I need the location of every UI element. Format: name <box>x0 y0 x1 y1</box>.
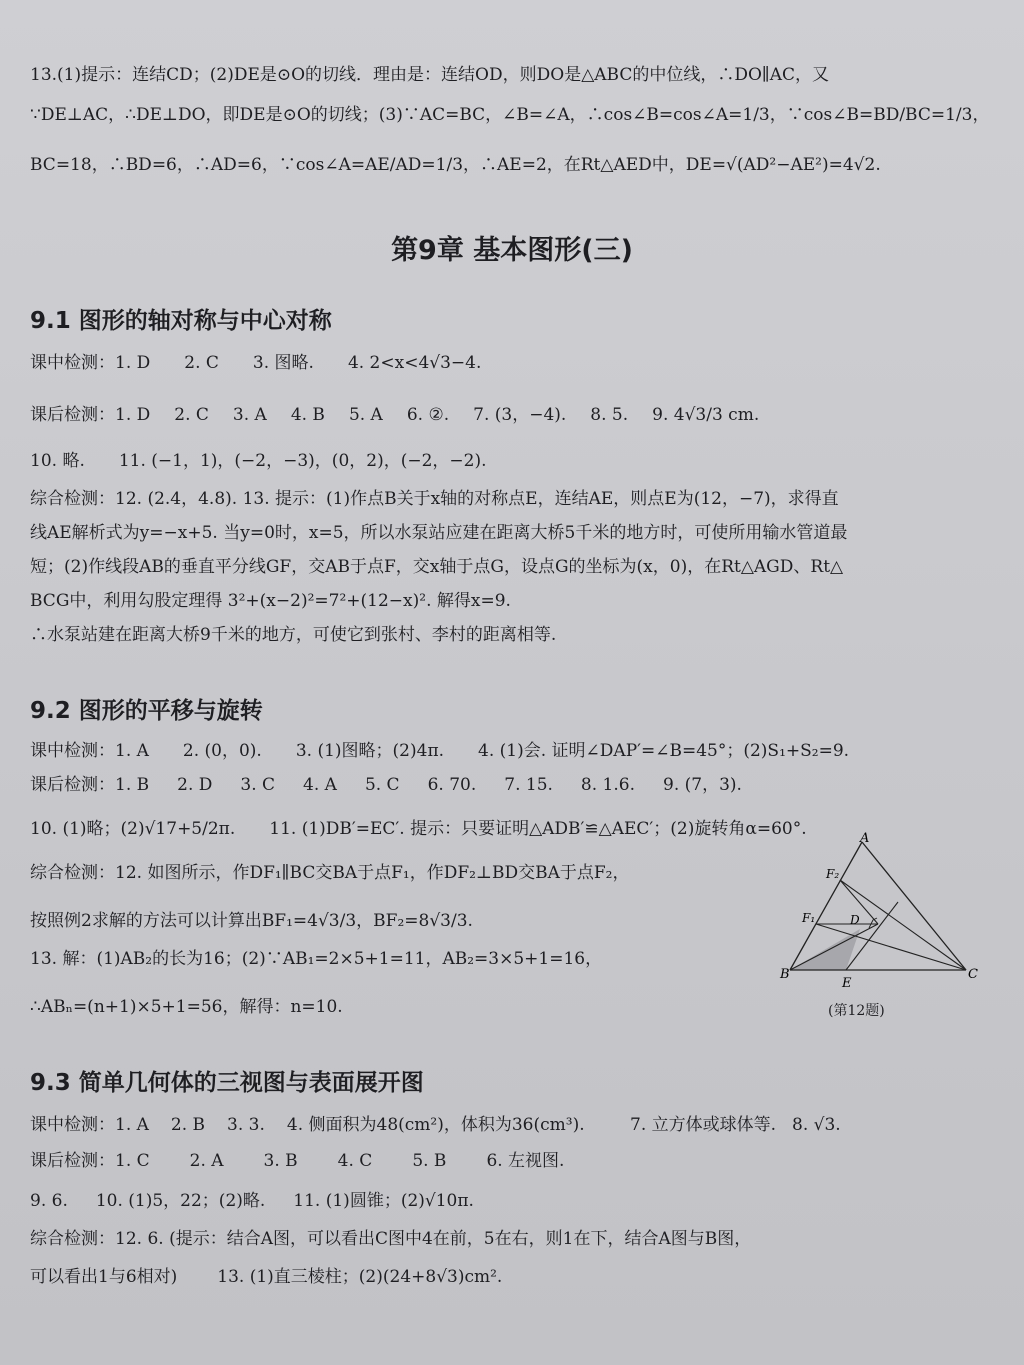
answer-item: 13. (1)直三棱柱；(2)(24+8√3)cm². <box>217 1267 503 1287</box>
answer-item: 2. A <box>189 1151 224 1171</box>
s92-comprehensive-line3: 13. 解：(1)AB₂的长为16；(2)∵AB₁=2×5+1=11，AB₂=3×5+1=16， <box>30 949 603 969</box>
answer-text: 综合检测：12. 6. (提示：结合A图，可以看出C图中4在前，5在右 <box>30 1229 529 1249</box>
answer-item: 3. (1)图略；(2)4π. <box>295 741 445 761</box>
segment-ac <box>862 842 966 970</box>
s92-comprehensive-line2: 按照例2求解的方法可以计算出BF₁=4√3/3，BF₂=8√3/3. <box>30 911 473 931</box>
s91-comprehensive-line3: 短；(2)作线段AB的垂直平分线GF，交AB于点F，交x轴于点G，设点G的坐标为(x，0)，在Rt△AGD、Rt△ <box>30 557 844 577</box>
answer-item: 10. (1)5，22；(2)略. <box>95 1191 266 1211</box>
answer-item: 5. A <box>348 405 383 425</box>
triangle-diagram <box>778 832 983 992</box>
s91-comprehensive-line4: BCG中，利用勾股定理得 3²+(x−2)²=7²+(12−x)². 解得x=9. <box>30 591 511 611</box>
answer-item: 3. 图略. <box>252 353 314 373</box>
answer-item: 课中检测：1. A <box>30 741 149 761</box>
s92-line-10 <box>30 814 807 839</box>
answer-item: 5. B <box>412 1151 447 1171</box>
s91-after-class-check <box>30 400 759 425</box>
answer-item: 6. 70. <box>427 775 477 795</box>
answer-item: 课后检测：1. B <box>30 775 150 795</box>
s93-comprehensive-line1 <box>30 1224 751 1249</box>
answer-item: 课中检测：1. A <box>30 1115 149 1135</box>
answer-item: 8. 1.6. <box>580 775 635 795</box>
answer-item: 3. 3. <box>227 1115 265 1135</box>
s93-comprehensive-line2 <box>30 1262 502 1287</box>
answer-text: ，则1在下，结合A图与B图， <box>528 1229 752 1249</box>
answer-item: 9. (7，3). <box>663 775 742 795</box>
answer-item: 9. 4√3/3 cm. <box>652 405 760 425</box>
answer-item: 课后检测：1. C <box>30 1151 150 1171</box>
section-9-2-title: 9.2 图形的平移与旋转 <box>30 698 263 724</box>
answer-item: 11. (−1，1)，(−2，−3)，(0，2)，(−2，−2). <box>118 451 487 471</box>
label-c: C <box>968 967 978 982</box>
answer-item: 7. 15. <box>504 775 553 795</box>
answer-item: 4. 侧面积为48(cm²)，体积为36(cm³). <box>286 1115 585 1135</box>
s93-classroom-check <box>30 1110 607 1135</box>
answer-item: 6. ②. <box>406 405 450 425</box>
answer-item: 7. (3，−4). <box>473 405 567 425</box>
answer-item: 8. √3. <box>792 1115 841 1135</box>
answer-item: 3. B <box>263 1151 298 1171</box>
figure-caption: (第12题) <box>828 1003 885 1019</box>
answer-item: 4. 2<x<4√3−4. <box>347 353 482 373</box>
answer-13-line1: 13.(1)提示：连结CD；(2)DE是⊙O的切线．理由是：连结OD，则DO是△ABC的中位线，∴DO∥AC，又 <box>30 65 830 85</box>
s92-comprehensive-line1: 综合检测：12. 如图所示，作DF₁∥BC交BA于点F₁，作DF₂⊥BD交BA于点F₂， <box>30 863 630 883</box>
answer-item: 2. C <box>174 405 209 425</box>
s93-after-class-check <box>30 1146 564 1171</box>
answer-item: 可以看出1与6相对) <box>30 1267 178 1287</box>
answer-item: 4. B <box>290 405 325 425</box>
s92-classroom-check <box>30 736 883 761</box>
s91-classroom-check <box>30 348 515 373</box>
label-a: A <box>860 832 870 846</box>
s91-comprehensive-line5: ∴水泵站建在距离大桥9千米的地方，可使它到张村、李村的距离相等. <box>30 625 557 645</box>
answer-item: 3. A <box>232 405 267 425</box>
s92-after-class-check <box>30 770 742 795</box>
answer-13-line3: BC=18，∴BD=6，∴AD=6，∵cos∠A=AE/AD=1/3，∴AE=2，在Rt△AED中，DE=√(AD²−AE²)=4√2. <box>30 155 881 175</box>
section-9-1-title: 9.1 图形的轴对称与中心对称 <box>30 308 332 334</box>
label-e: E <box>842 976 852 991</box>
answer-item: 6. 左视图. <box>486 1151 565 1171</box>
section-9-3-title: 9.3 简单几何体的三视图与表面展开图 <box>30 1070 424 1096</box>
answer-item: 2. B <box>170 1115 206 1135</box>
answer-item: 5. C <box>364 775 400 795</box>
answer-item: 11. (1)DB′=EC′. 提示：只要证明△ADB′≌△AEC′；(2)旋转角α=60°. <box>269 819 807 839</box>
answer-item: 3. C <box>240 775 276 795</box>
s93-line-9 <box>30 1186 474 1211</box>
s91-comprehensive-line1: 综合检测：12. (2.4，4.8). 13. 提示：(1)作点B关于x轴的对称点E，连结AE，则点E为(12，−7)，求得直 <box>30 489 839 509</box>
answer-item: 4. C <box>337 1151 373 1171</box>
s92-comprehensive-line4: ∴ABₙ=(n+1)×5+1=56，解得：n=10. <box>30 997 343 1017</box>
chapter-title: 第9章 基本图形(三) <box>391 235 633 266</box>
s91-comprehensive-line2: 线AE解析式为y=−x+5. 当y=0时，x=5，所以水泵站应建在距离大桥5千米的地方时，可使所用输水管道最 <box>30 523 848 543</box>
answer-item: 课后检测：1. D <box>30 405 151 425</box>
label-f1: F₁ <box>802 911 816 925</box>
answer-item: 2. (0，0). <box>182 741 262 761</box>
label-d: D <box>850 913 860 927</box>
answer-item: 8. 5. <box>590 405 629 425</box>
label-b: B <box>780 967 790 982</box>
answer-item: 2. C <box>184 353 219 373</box>
answer-item: 4. A <box>303 775 337 795</box>
s93-classroom-check-continued <box>630 1110 841 1135</box>
answer-13-line2: ∵DE⊥AC，∴DE⊥DO，即DE是⊙O的切线；(3)∵AC=BC，∠B=∠A，∴cos∠B=cos∠A=1/3，∵cos∠B=BD/BC=1/3， <box>30 105 990 125</box>
answer-item: 2. D <box>177 775 213 795</box>
answer-item: 7. 立方体或球体等. <box>630 1115 777 1135</box>
answer-item: 课中检测：1. D <box>30 353 151 373</box>
label-f2: F₂ <box>826 867 840 881</box>
shaded-region <box>790 929 860 970</box>
s91-line-10 <box>30 446 521 471</box>
answer-item: 10. 略. <box>30 451 85 471</box>
answer-item: 10. (1)略；(2)√17+5/2π. <box>30 819 236 839</box>
figure-problem-12 <box>778 832 983 1022</box>
answer-item: 4. (1)会. 证明∠DAP′=∠B=45°；(2)S₁+S₂=9. <box>478 741 850 761</box>
answer-item: 9. 6. <box>30 1191 68 1211</box>
answer-item: 11. (1)圆锥；(2)√10π. <box>293 1191 474 1211</box>
